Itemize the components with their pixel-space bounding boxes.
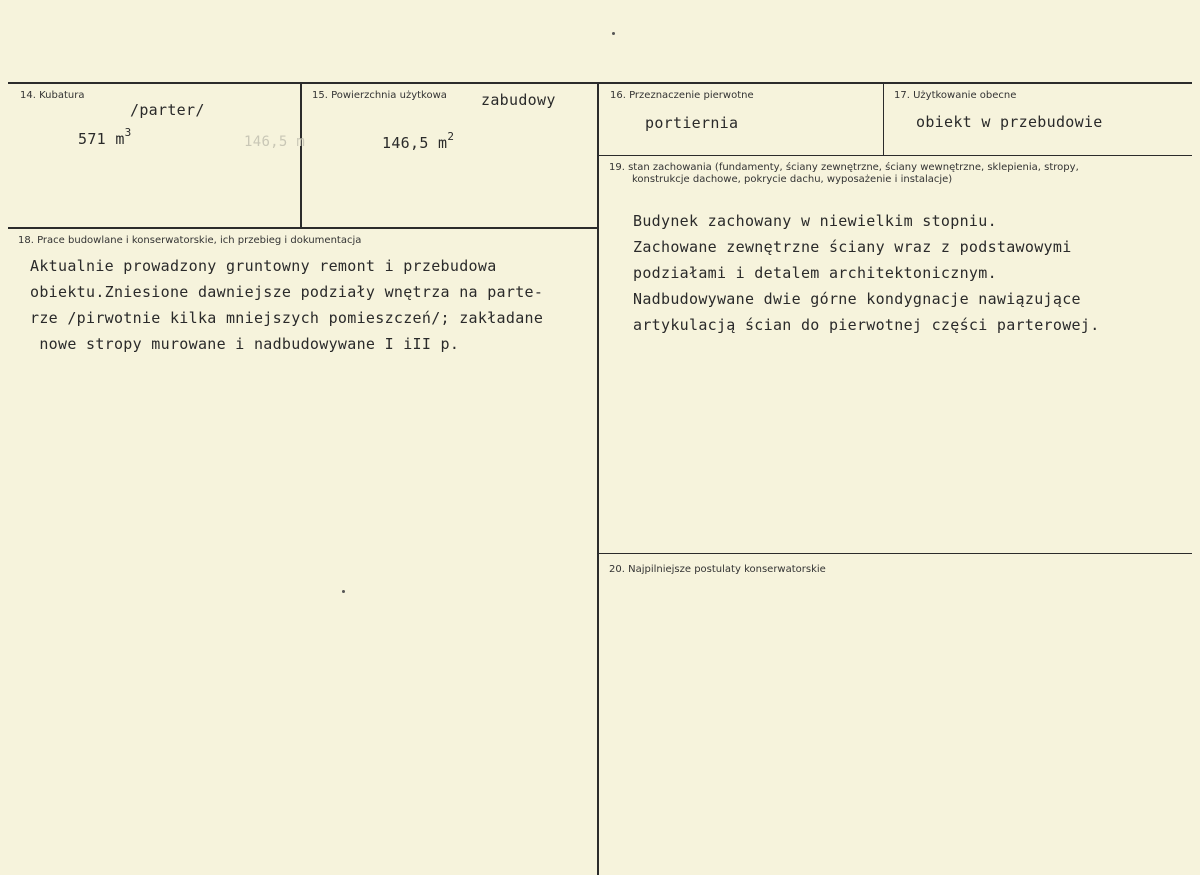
field-14-note: /parter/	[130, 101, 205, 119]
field-15-label: 15. Powierzchnia użytkowa	[312, 90, 447, 101]
field-18-line: Aktualnie prowadzony gruntowny remont i przebudowa	[30, 257, 497, 275]
paper-speck	[612, 32, 615, 35]
field-15-note: zabudowy	[481, 91, 556, 109]
field-16-value: portiernia	[645, 114, 739, 132]
field-15-value	[382, 132, 454, 152]
field-19-line: Budynek zachowany w niewielkim stopniu.	[633, 212, 997, 230]
field-14-faint-text: 146,5 m	[244, 134, 306, 150]
field-18-label: 18. Prace budowlane i konserwatorskie, ich przebieg i dokumentacja	[18, 235, 362, 246]
field-19-line: Zachowane zewnętrzne ściany wraz z podstawowymi	[633, 238, 1072, 256]
field-19-label-line-2: konstrukcje dachowe, pokrycie dachu, wyposażenie i instalacje)	[632, 174, 953, 185]
field-19-label-line-1: 19. stan zachowania (fundamenty, ściany zewnętrzne, ściany wewnętrzne, sklepienia, stropy,	[609, 162, 1079, 173]
field-20-label: 20. Najpilniejsze postulaty konserwatorskie	[609, 564, 826, 575]
top-border-line	[8, 82, 1192, 84]
right-bottom-divider-line	[598, 553, 1192, 554]
field-17-label: 17. Użytkowanie obecne	[894, 90, 1017, 101]
field-18-line: rze /pirwotnie kilka mniejszych pomieszczeń/; zakładane	[30, 309, 544, 327]
field-18-line: obiektu.Zniesione dawniejsze podziały wnętrza na parte-	[30, 283, 544, 301]
field-15-value-text: 146,5 m	[382, 134, 448, 152]
field-19-line: podziałami i detalem architektonicznym.	[633, 264, 997, 282]
field-17-value: obiekt w przebudowie	[916, 113, 1103, 131]
field-19-line: Nadbudowywane dwie górne kondygnacje nawiązujące	[633, 290, 1081, 308]
field-14-value	[78, 128, 132, 148]
field-14-value-exponent: 3	[124, 126, 132, 139]
field-16-17-divider-line	[883, 84, 884, 156]
field-18-line: nowe stropy murowane i nadbudowywane I iII p.	[30, 335, 460, 353]
center-divider-line	[597, 82, 599, 875]
field-19-line: artykulacją ścian do pierwotnej części parterowej.	[633, 316, 1100, 334]
field-14-label: 14. Kubatura	[20, 90, 85, 101]
field-15-value-exponent: 2	[447, 130, 455, 143]
field-19-text-block	[633, 208, 1100, 338]
left-section-divider-line	[8, 227, 598, 229]
field-18-text-block	[30, 253, 543, 357]
field-14-value-text: 571 m	[78, 130, 125, 148]
right-top-divider-line	[598, 155, 1192, 156]
field-16-label: 16. Przeznaczenie pierwotne	[610, 90, 754, 101]
paper-speck	[342, 590, 345, 593]
field-14-15-divider-line	[300, 84, 302, 228]
